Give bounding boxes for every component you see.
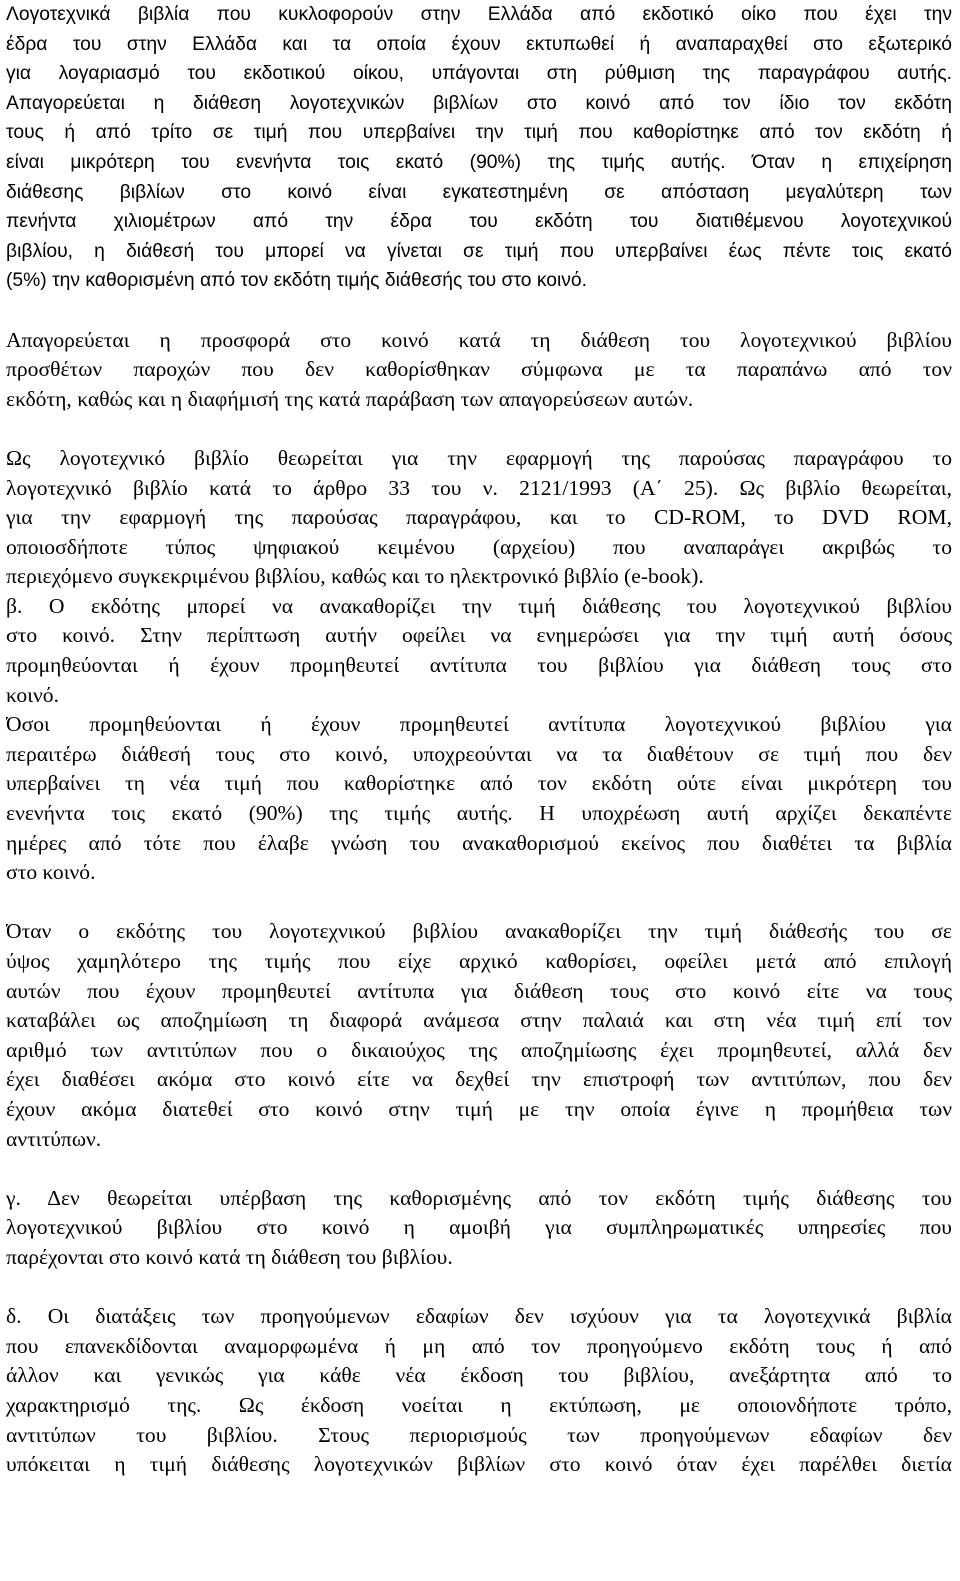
- text-line: υπόκειται η τιμή διάθεσης λογοτεχνικών βιβλίων στο κοινό όταν έχει παρέλθει διετία: [6, 1452, 952, 1477]
- text-line: για λογαριασμό του εκδοτικού οίκου, υπάγονται στη ρύθμιση της παραγράφου αυτής.: [6, 63, 952, 85]
- text-line: β. Ο εκδότης μπορεί να ανακαθορίζει την τιμή διάθεσης του λογοτεχνικού βιβλίου: [6, 593, 952, 618]
- paragraph-compensation: [6, 917, 952, 1154]
- paragraph-spacer: [6, 296, 952, 326]
- paragraph-spacer: [6, 1154, 952, 1184]
- text-line: πενήντα χιλιομέτρων από την έδρα του εκδότη του διατιθέμενου λογοτεχνικού: [6, 211, 952, 233]
- text-line: για την εφαρμογή της παρούσας παραγράφου, και το CD-ROM, το DVD ROM,: [6, 505, 952, 530]
- text-line: αντιτύπων του βιβλίου. Στους περιορισμούς των προηγούμενων εδαφίων δεν: [6, 1422, 952, 1447]
- text-line: που επανεκδίδονται αναμορφωμένα ή μη από τον προηγούμενο εκδότη τους ή από: [6, 1333, 952, 1358]
- text-line: στο κοινό.: [6, 860, 96, 885]
- text-line: καταβάλει ως αποζημίωση τη διαφορά ανάμεσα στην παλαιά και στη νέα τιμή επί τον: [6, 1008, 952, 1033]
- text-line: τους ή από τρίτο σε τιμή που υπερβαίνει την τιμή που καθορίστηκε από τον εκδότη ή: [6, 122, 952, 144]
- paragraph-spacer: [6, 1273, 952, 1303]
- text-line: διάθεσης βιβλίων στο κοινό είναι εγκατεστημένη σε απόσταση μεγαλύτερη των: [6, 181, 952, 203]
- text-line: προμηθεύονται ή έχουν προμηθευτεί αντίτυπα του βιβλίου για διάθεση τους στο: [6, 653, 952, 678]
- text-line: ενενήντα τοις εκατό (90%) της τιμής αυτής. Η υποχρέωση αυτή αρχίζει δεκαπέντε: [6, 801, 952, 826]
- text-line: γ. Δεν θεωρείται υπέρβαση της καθορισμένης από τον εκδότη τιμής διάθεσης του: [6, 1185, 952, 1210]
- text-line: στο κοινό. Στην περίπτωση αυτήν οφείλει να ενημερώσει για την τιμή αυτή όσους: [6, 623, 952, 648]
- document-page: [6, 0, 952, 1480]
- text-line: χαρακτηρισμό της. Ως έκδοση νοείται η εκτύπωση, με οποιονδήποτε τρόπο,: [6, 1392, 952, 1417]
- paragraph-additional-benefits: [6, 326, 952, 415]
- text-line: άλλον και γενικώς για κάθε νέα έκδοση του βιβλίου, ανεξάρτητα από το: [6, 1363, 952, 1388]
- text-line: εκδότη, καθώς και η διαφήμισή της κατά παράβαση των απαγορεύσεων αυτών.: [6, 386, 694, 411]
- text-line: (5%) την καθορισμένη από τον εκδότη τιμής διάθεσής του στο κοινό.: [6, 270, 588, 292]
- text-line: ημέρες από τότε που έλαβε γνώση του ανακαθορισμού εκείνος που διαθέτει τα βιβλία: [6, 830, 952, 855]
- paragraph-pricing-rules: [6, 0, 952, 296]
- text-line: παρέχονται στο κοινό κατά τη διάθεση του βιβλίου.: [6, 1244, 453, 1269]
- text-line: είναι μικρότερη του ενενήντα τοις εκατό (90%) της τιμής αυτής. Όταν η επιχείρηση: [6, 151, 952, 173]
- text-line: υπερβαίνει τη νέα τιμή που καθορίστηκε από τον εκδότη ούτε είναι μικρότερη του: [6, 771, 952, 796]
- paragraph-spacer: [6, 414, 952, 444]
- text-line: αυτών που έχουν προμηθευτεί αντίτυπα για διάθεση τους στο κοινό είτε να τους: [6, 978, 952, 1003]
- text-line: Απαγορεύεται η προσφορά στο κοινό κατά τη διάθεση του λογοτεχνικού βιβλίου: [6, 327, 952, 352]
- text-line: δ. Οι διατάξεις των προηγούμενων εδαφίων δεν ισχύουν για τα λογοτεχνικά βιβλία: [6, 1304, 952, 1329]
- text-line: οποιοσδήποτε τύπος ψηφιακού κειμένου (αρχείου) που αναπαράγει ακριβώς το: [6, 534, 952, 559]
- paragraph-delta: [6, 1302, 952, 1480]
- text-line: κοινό.: [6, 682, 59, 707]
- text-line: Ως λογοτεχνικό βιβλίο θεωρείται για την εφαρμογή της παρούσας παραγράφου το: [6, 445, 952, 470]
- text-line: ύψος χαμηλότερο της τιμής που είχε αρχικό καθορίσει, οφείλει μετά από επιλογή: [6, 949, 952, 973]
- text-line: έχουν ακόμα διατεθεί στο κοινό στην τιμή με την οποία έγινε η προμήθεια των: [6, 1096, 952, 1121]
- paragraph-definition-and-repricing: [6, 444, 952, 888]
- text-line: περιεχόμενο συγκεκριμένου βιβλίου, καθώς και το ηλεκτρονικό βιβλίο (e-book).: [6, 564, 704, 589]
- text-line: λογοτεχνικό βιβλίο κατά το άρθρο 33 του ν. 2121/1993 (Α΄ 25). Ως βιβλίο θεωρείται,: [6, 475, 952, 500]
- text-line: προσθέτων παροχών που δεν καθορίσθηκαν σύμφωνα με τα παραπάνω από τον: [6, 357, 952, 382]
- text-line: Όσοι προμηθεύονται ή έχουν προμηθευτεί αντίτυπα λογοτεχνικού βιβλίου για: [6, 712, 952, 737]
- text-line: βιβλίου, η διάθεσή του μπορεί να γίνεται σε τιμή που υπερβαίνει έως πέντε τοις εκατό: [6, 240, 952, 262]
- text-line: αντιτύπων.: [6, 1126, 102, 1151]
- paragraph-spacer: [6, 888, 952, 918]
- text-line: Όταν ο εκδότης του λογοτεχνικού βιβλίου ανακαθορίζει την τιμή διάθεσής του σε: [6, 919, 952, 944]
- text-line: Λογοτεχνικά βιβλία που κυκλοφορούν στην Ελλάδα από εκδοτικό οίκο που έχει την: [6, 4, 952, 25]
- paragraph-gamma: [6, 1184, 952, 1273]
- text-line: λογοτεχνικού βιβλίου στο κοινό η αμοιβή για συμπληρωματικές υπηρεσίες που: [6, 1215, 952, 1240]
- text-line: αριθμό των αντιτύπων που ο δικαιούχος της αποζημίωσης έχει προμηθευτεί, αλλά δεν: [6, 1037, 952, 1062]
- text-line: Απαγορεύεται η διάθεση λογοτεχνικών βιβλίων στο κοινό από τον ίδιο τον εκδότη: [6, 92, 952, 114]
- text-line: έχει διαθέσει ακόμα στο κοινό είτε να δεχθεί την επιστροφή των αντιτύπων, που δεν: [6, 1067, 952, 1092]
- text-line: έδρα του στην Ελλάδα και τα οποία έχουν εκτυπωθεί ή αναπαραχθεί στο εξωτερικό: [6, 33, 952, 55]
- text-line: περαιτέρω διάθεσή τους στο κοινό, υποχρεούνται να τα διαθέτουν σε τιμή που δεν: [6, 741, 952, 766]
